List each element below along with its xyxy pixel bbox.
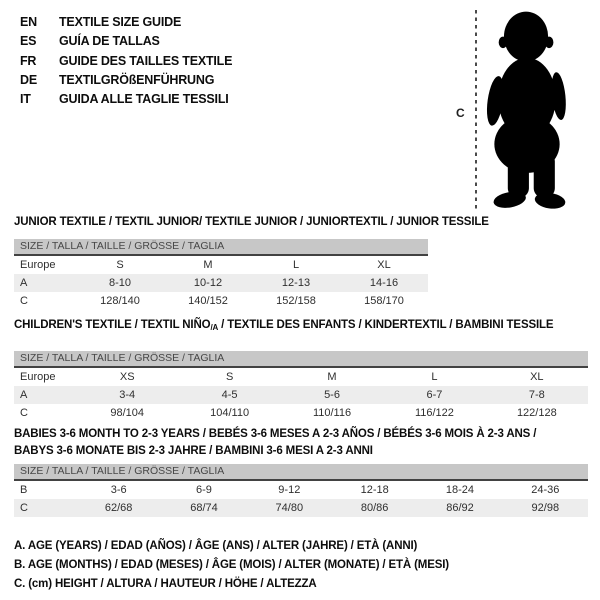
table-cell: XL (377, 259, 391, 271)
title-text: / TEXTILE DES ENFANTS / KINDERTEXTIL / BAMBINI TESSILE (218, 319, 554, 331)
table-row (14, 481, 588, 499)
table-cell: 24-36 (531, 484, 560, 496)
children-section-title (14, 319, 553, 332)
table-cell: 158/170 (364, 295, 404, 307)
title-line-1: BABIES 3-6 MONTH TO 2-3 YEARS / BEBÉS 3-6 MESES A 2-3 AÑOS / BÉBÉS 3-6 MOIS À 2-3 ANS / (14, 428, 537, 440)
row-label: C (20, 407, 28, 419)
table-cell: 3-4 (119, 389, 136, 401)
row-label: Europe (20, 259, 56, 271)
table-row (14, 292, 428, 310)
table-row (14, 404, 588, 422)
table-cell: 98/104 (110, 407, 145, 419)
table-cell: 6-7 (426, 389, 443, 401)
lang-row-fr (20, 52, 232, 71)
table-cell: 7-8 (528, 389, 545, 401)
table-cell: 10-12 (193, 277, 223, 289)
lang-title: GUIDA ALLE TAGLIE TESSILI (59, 92, 229, 107)
row-label: C (20, 502, 28, 514)
table-cell: 128/140 (100, 295, 140, 307)
table-cell: 92/98 (531, 502, 560, 514)
row-label: C (20, 295, 28, 307)
table-cell: 74/80 (275, 502, 304, 514)
lang-code: FR (20, 53, 37, 68)
lang-title: GUÍA DE TALLAS (59, 34, 160, 49)
table-cell: XL (530, 371, 544, 383)
table-header: SIZE / TALLA / TAILLE / GRÖSSE / TAGLIA (14, 351, 588, 368)
table-cell: 3-6 (110, 484, 127, 496)
note-b: B. AGE (MONTHS) / EDAD (MESES) / ÂGE (MOIS) / ALTER (MONATE) / ETÀ (MESI) (14, 559, 449, 572)
row-label: Europe (20, 371, 56, 383)
lang-row-de (20, 71, 232, 90)
title-subscript: /A (210, 323, 219, 332)
height-measure-label: C (456, 106, 465, 120)
table-cell: 104/110 (210, 407, 250, 419)
lang-code: IT (20, 92, 31, 107)
lang-title: TEXTILGRÖßENFÜHRUNG (59, 72, 215, 87)
table-cell: 110/116 (312, 407, 352, 419)
table-cell: L (292, 259, 300, 271)
table-cell: S (116, 259, 124, 271)
table-cell: 140/152 (188, 295, 228, 307)
lang-row-es (20, 32, 232, 51)
lang-title: GUIDE DES TAILLES TEXTILE (59, 53, 233, 68)
table-cell: 12-18 (360, 484, 389, 496)
babies-size-table (14, 464, 588, 517)
table-header: SIZE / TALLA / TAILLE / GRÖSSE / TAGLIA (14, 464, 588, 481)
table-cell: 14-16 (369, 277, 399, 289)
junior-size-table (14, 239, 428, 310)
table-row (14, 499, 588, 517)
table-row (14, 256, 428, 274)
row-label: A (20, 277, 28, 289)
table-cell: L (431, 371, 438, 383)
table-row (14, 274, 428, 292)
baby-silhouette-icon (479, 8, 575, 213)
table-cell: 5-6 (324, 389, 340, 401)
lang-code: EN (20, 15, 37, 29)
row-label: A (20, 389, 28, 401)
table-cell: 6-9 (196, 484, 212, 496)
title-text: CHILDREN'S TEXTILE / TEXTIL NIÑO (14, 319, 211, 331)
table-cell: 122/128 (516, 407, 557, 419)
table-cell: 86/92 (446, 502, 474, 514)
table-cell: 9-12 (278, 484, 301, 496)
legend-notes (14, 537, 449, 595)
babies-section-title (14, 426, 536, 459)
lang-code: DE (20, 72, 37, 87)
language-title-block (20, 13, 232, 109)
table-header: SIZE / TALLA / TAILLE / GRÖSSE / TAGLIA (14, 239, 428, 256)
table-cell: XS (119, 371, 135, 383)
lang-title: TEXTILE SIZE GUIDE (59, 15, 182, 29)
children-size-table (14, 351, 588, 422)
table-cell: 8-10 (108, 277, 132, 289)
table-cell: 152/158 (276, 295, 316, 307)
lang-row-it (20, 90, 232, 109)
junior-section-title: JUNIOR TEXTILE / TEXTIL JUNIOR/ TEXTILE JUNIOR / JUNIORTEXTIL / JUNIOR TESSILE (14, 216, 489, 228)
table-cell: 80/86 (360, 502, 389, 514)
table-cell: 62/68 (104, 502, 133, 514)
row-label: B (20, 484, 28, 496)
table-cell: M (327, 371, 337, 383)
table-cell: 116/122 (414, 407, 454, 419)
height-dotted-line (475, 10, 477, 212)
lang-row-en (20, 13, 232, 32)
note-a: A. AGE (YEARS) / EDAD (AÑOS) / ÂGE (ANS) / ALTER (JAHRE) / ETÀ (ANNI) (14, 540, 418, 552)
table-cell: 68/74 (190, 502, 218, 514)
table-cell: M (203, 259, 213, 271)
table-cell: S (225, 371, 234, 383)
lang-code: ES (20, 34, 37, 49)
note-c: C. (cm) HEIGHT / ALTURA / HAUTEUR / HÖHE / ALTEZZA (14, 578, 317, 591)
table-cell: 12-13 (281, 277, 311, 289)
title-line-2: BABYS 3-6 MONATE BIS 2-3 JAHRE / BAMBINI 3-6 MESI A 2-3 ANNI (14, 444, 373, 457)
table-cell: 4-5 (221, 389, 238, 401)
table-row (14, 368, 588, 386)
table-cell: 18-24 (445, 484, 475, 496)
table-row (14, 386, 588, 404)
